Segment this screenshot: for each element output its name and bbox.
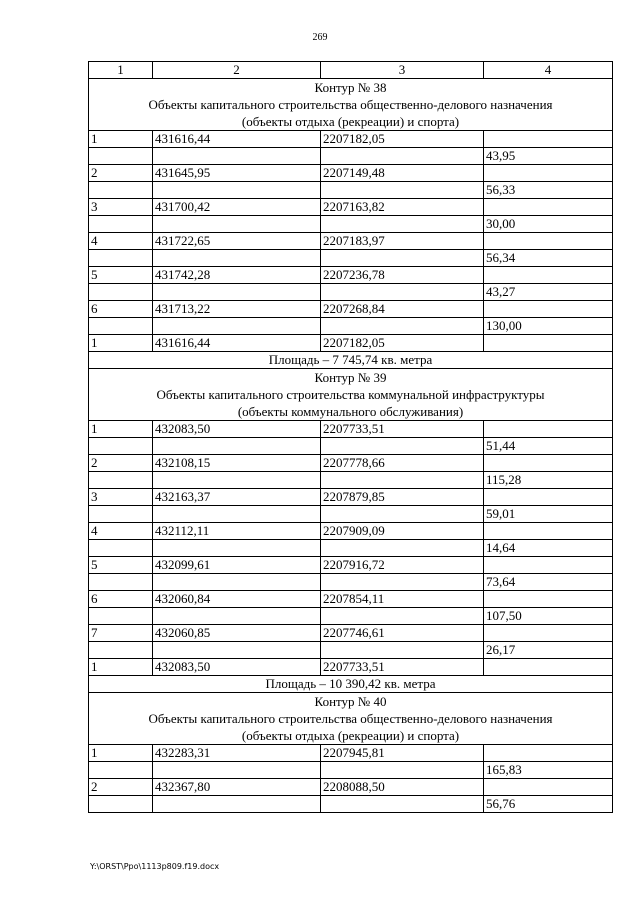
point-number: 3 bbox=[89, 199, 153, 216]
segment-distance: 51,44 bbox=[484, 438, 613, 455]
empty-cell bbox=[153, 182, 321, 199]
contour-desc1: Объекты капитального строительства коммунальной инфраструктуры bbox=[156, 387, 545, 402]
coordinate-y: 2207909,09 bbox=[321, 523, 484, 540]
coordinate-x: 432099,61 bbox=[153, 557, 321, 574]
segment-distance: 115,28 bbox=[484, 472, 613, 489]
empty-cell bbox=[484, 131, 613, 148]
empty-cell bbox=[484, 557, 613, 574]
point-number: 5 bbox=[89, 267, 153, 284]
point-row bbox=[89, 131, 613, 148]
empty-cell bbox=[89, 438, 153, 455]
coordinate-x: 431616,44 bbox=[153, 131, 321, 148]
empty-cell bbox=[89, 762, 153, 779]
contour-header bbox=[89, 79, 613, 131]
point-number: 3 bbox=[89, 489, 153, 506]
coordinate-y: 2207268,84 bbox=[321, 301, 484, 318]
empty-cell bbox=[484, 745, 613, 762]
point-number: 1 bbox=[89, 335, 153, 352]
coordinate-y: 2207778,66 bbox=[321, 455, 484, 472]
point-row bbox=[89, 557, 613, 574]
empty-cell bbox=[484, 199, 613, 216]
coordinates-table bbox=[88, 61, 613, 813]
coordinate-x: 432060,85 bbox=[153, 625, 321, 642]
point-row bbox=[89, 421, 613, 438]
empty-cell bbox=[321, 472, 484, 489]
coordinate-y: 2207746,61 bbox=[321, 625, 484, 642]
coordinate-y: 2207733,51 bbox=[321, 659, 484, 676]
area-row bbox=[89, 676, 613, 693]
distance-row bbox=[89, 574, 613, 591]
coordinate-y: 2207182,05 bbox=[321, 131, 484, 148]
point-row bbox=[89, 625, 613, 642]
page-number: 269 bbox=[312, 32, 328, 43]
empty-cell bbox=[153, 762, 321, 779]
contour-area: Площадь – 10 390,42 кв. метра bbox=[89, 676, 613, 693]
empty-cell bbox=[321, 438, 484, 455]
empty-cell bbox=[89, 608, 153, 625]
coordinate-y: 2207183,97 bbox=[321, 233, 484, 250]
point-row bbox=[89, 455, 613, 472]
empty-cell bbox=[484, 267, 613, 284]
contour-desc2: (объекты отдыха (рекреации) и спорта) bbox=[241, 114, 460, 129]
coordinate-x: 431713,22 bbox=[153, 301, 321, 318]
empty-cell bbox=[321, 762, 484, 779]
empty-cell bbox=[484, 455, 613, 472]
segment-distance: 59,01 bbox=[484, 506, 613, 523]
empty-cell bbox=[153, 284, 321, 301]
header-row bbox=[89, 62, 613, 79]
empty-cell bbox=[484, 625, 613, 642]
contour-title: Контур № 40 bbox=[314, 694, 387, 709]
empty-cell bbox=[153, 506, 321, 523]
point-number: 2 bbox=[89, 165, 153, 182]
contour-header-row bbox=[89, 369, 613, 421]
empty-cell bbox=[321, 540, 484, 557]
distance-row bbox=[89, 216, 613, 233]
point-row bbox=[89, 659, 613, 676]
empty-cell bbox=[153, 216, 321, 233]
file-path-footer: Y:\ORST\Ppo\1113p809.f19.docx bbox=[90, 862, 220, 871]
empty-cell bbox=[153, 148, 321, 165]
contour-desc1: Объекты капитального строительства общественно-делового назначения bbox=[148, 97, 553, 112]
point-number: 6 bbox=[89, 591, 153, 608]
segment-distance: 130,00 bbox=[484, 318, 613, 335]
coordinate-x: 432083,50 bbox=[153, 659, 321, 676]
empty-cell bbox=[484, 301, 613, 318]
empty-cell bbox=[89, 796, 153, 813]
empty-cell bbox=[89, 472, 153, 489]
distance-row bbox=[89, 762, 613, 779]
empty-cell bbox=[321, 506, 484, 523]
point-number: 1 bbox=[89, 659, 153, 676]
contour-desc2: (объекты отдыха (рекреации) и спорта) bbox=[241, 728, 460, 743]
point-row bbox=[89, 523, 613, 540]
coordinate-x: 431645,95 bbox=[153, 165, 321, 182]
contour-desc1: Объекты капитального строительства общественно-делового назначения bbox=[148, 711, 553, 726]
coordinate-x: 431722,65 bbox=[153, 233, 321, 250]
segment-distance: 165,83 bbox=[484, 762, 613, 779]
empty-cell bbox=[484, 779, 613, 796]
column-header-3: 3 bbox=[321, 62, 484, 79]
empty-cell bbox=[484, 233, 613, 250]
empty-cell bbox=[321, 148, 484, 165]
coordinate-y: 2207879,85 bbox=[321, 489, 484, 506]
segment-distance: 56,76 bbox=[484, 796, 613, 813]
distance-row bbox=[89, 608, 613, 625]
distance-row bbox=[89, 472, 613, 489]
coordinate-x: 432163,37 bbox=[153, 489, 321, 506]
coordinate-y: 2207236,78 bbox=[321, 267, 484, 284]
point-row bbox=[89, 301, 613, 318]
coordinate-y: 2207149,48 bbox=[321, 165, 484, 182]
empty-cell bbox=[89, 284, 153, 301]
empty-cell bbox=[321, 182, 484, 199]
coordinate-x: 432367,80 bbox=[153, 779, 321, 796]
segment-distance: 43,95 bbox=[484, 148, 613, 165]
empty-cell bbox=[153, 540, 321, 557]
empty-cell bbox=[321, 574, 484, 591]
point-row bbox=[89, 745, 613, 762]
empty-cell bbox=[153, 472, 321, 489]
empty-cell bbox=[321, 250, 484, 267]
point-row bbox=[89, 591, 613, 608]
empty-cell bbox=[484, 489, 613, 506]
point-row bbox=[89, 233, 613, 250]
segment-distance: 56,34 bbox=[484, 250, 613, 267]
distance-row bbox=[89, 796, 613, 813]
empty-cell bbox=[484, 523, 613, 540]
point-number: 2 bbox=[89, 455, 153, 472]
point-row bbox=[89, 165, 613, 182]
point-number: 7 bbox=[89, 625, 153, 642]
segment-distance: 26,17 bbox=[484, 642, 613, 659]
column-header-4: 4 bbox=[484, 62, 613, 79]
empty-cell bbox=[321, 642, 484, 659]
column-header-2: 2 bbox=[153, 62, 321, 79]
point-number: 1 bbox=[89, 745, 153, 762]
empty-cell bbox=[89, 318, 153, 335]
contour-title: Контур № 38 bbox=[314, 80, 387, 95]
coordinate-x: 432112,11 bbox=[153, 523, 321, 540]
coordinate-x: 432083,50 bbox=[153, 421, 321, 438]
segment-distance: 73,64 bbox=[484, 574, 613, 591]
empty-cell bbox=[153, 608, 321, 625]
contour-desc2: (объекты коммунального обслуживания) bbox=[237, 404, 464, 419]
distance-row bbox=[89, 318, 613, 335]
empty-cell bbox=[89, 182, 153, 199]
empty-cell bbox=[153, 438, 321, 455]
coordinate-x: 431700,42 bbox=[153, 199, 321, 216]
distance-row bbox=[89, 182, 613, 199]
empty-cell bbox=[321, 318, 484, 335]
coordinate-y: 2208088,50 bbox=[321, 779, 484, 796]
coordinate-y: 2207733,51 bbox=[321, 421, 484, 438]
empty-cell bbox=[321, 216, 484, 233]
segment-distance: 107,50 bbox=[484, 608, 613, 625]
point-row bbox=[89, 335, 613, 352]
point-number: 2 bbox=[89, 779, 153, 796]
distance-row bbox=[89, 642, 613, 659]
segment-distance: 56,33 bbox=[484, 182, 613, 199]
empty-cell bbox=[153, 574, 321, 591]
empty-cell bbox=[89, 148, 153, 165]
empty-cell bbox=[321, 796, 484, 813]
empty-cell bbox=[153, 796, 321, 813]
contour-header-row bbox=[89, 79, 613, 131]
empty-cell bbox=[484, 591, 613, 608]
empty-cell bbox=[484, 421, 613, 438]
coordinate-x: 431616,44 bbox=[153, 335, 321, 352]
empty-cell bbox=[153, 250, 321, 267]
coordinate-y: 2207854,11 bbox=[321, 591, 484, 608]
empty-cell bbox=[89, 250, 153, 267]
empty-cell bbox=[89, 574, 153, 591]
contour-area: Площадь – 7 745,74 кв. метра bbox=[89, 352, 613, 369]
empty-cell bbox=[153, 642, 321, 659]
point-number: 6 bbox=[89, 301, 153, 318]
contour-header-row bbox=[89, 693, 613, 745]
coordinate-y: 2207945,81 bbox=[321, 745, 484, 762]
coordinate-y: 2207163,82 bbox=[321, 199, 484, 216]
empty-cell bbox=[89, 642, 153, 659]
distance-row bbox=[89, 438, 613, 455]
distance-row bbox=[89, 506, 613, 523]
coordinate-y: 2207182,05 bbox=[321, 335, 484, 352]
segment-distance: 14,64 bbox=[484, 540, 613, 557]
point-row bbox=[89, 267, 613, 284]
point-number: 1 bbox=[89, 421, 153, 438]
empty-cell bbox=[321, 608, 484, 625]
empty-cell bbox=[484, 659, 613, 676]
point-row bbox=[89, 489, 613, 506]
segment-distance: 30,00 bbox=[484, 216, 613, 233]
contour-title: Контур № 39 bbox=[314, 370, 387, 385]
point-number: 1 bbox=[89, 131, 153, 148]
distance-row bbox=[89, 284, 613, 301]
segment-distance: 43,27 bbox=[484, 284, 613, 301]
empty-cell bbox=[321, 284, 484, 301]
point-number: 4 bbox=[89, 233, 153, 250]
point-row bbox=[89, 779, 613, 796]
empty-cell bbox=[153, 318, 321, 335]
coordinate-x: 432283,31 bbox=[153, 745, 321, 762]
distance-row bbox=[89, 540, 613, 557]
column-header-1: 1 bbox=[89, 62, 153, 79]
coordinate-y: 2207916,72 bbox=[321, 557, 484, 574]
empty-cell bbox=[484, 335, 613, 352]
distance-row bbox=[89, 250, 613, 267]
coordinate-x: 431742,28 bbox=[153, 267, 321, 284]
empty-cell bbox=[89, 216, 153, 233]
point-number: 5 bbox=[89, 557, 153, 574]
contour-header bbox=[89, 693, 613, 745]
point-row bbox=[89, 199, 613, 216]
empty-cell bbox=[89, 506, 153, 523]
area-row bbox=[89, 352, 613, 369]
empty-cell bbox=[89, 540, 153, 557]
empty-cell bbox=[484, 165, 613, 182]
contour-header bbox=[89, 369, 613, 421]
point-number: 4 bbox=[89, 523, 153, 540]
coordinate-x: 432108,15 bbox=[153, 455, 321, 472]
distance-row bbox=[89, 148, 613, 165]
coordinate-x: 432060,84 bbox=[153, 591, 321, 608]
